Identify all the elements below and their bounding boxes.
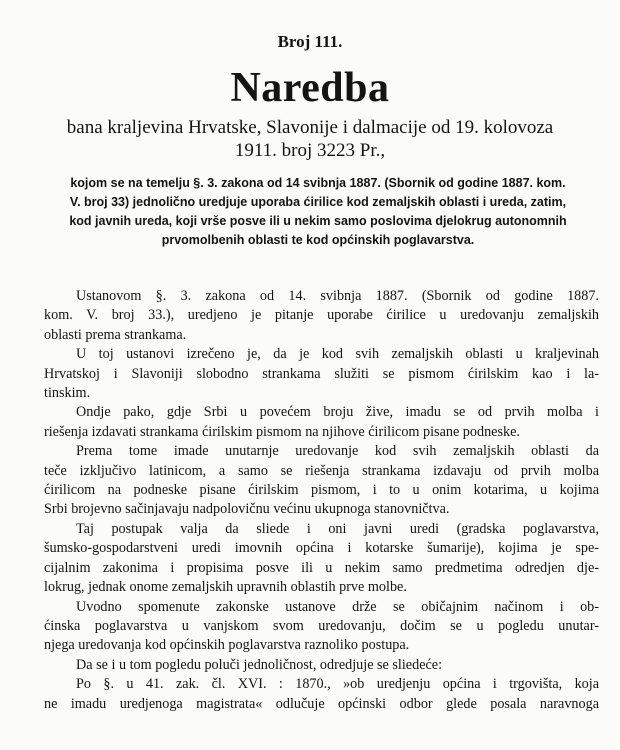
body-line: Po §. u 41. zak. čl. XVI. : 1870., »ob uredjenju općina i trgovišta, koja (76, 676, 599, 693)
body-line: cijalnim zakonima i propisima posve ili u nekim samo predmetima odredjen dje- (44, 559, 599, 576)
body-line: oblasti prema strankama. (44, 326, 187, 343)
subtitle-line: 1911. broj 3223 Pr., (234, 140, 386, 161)
document-number: Broj 111. (277, 32, 343, 51)
summary-line: V. broj 33) jednolično uredjuje uporaba ćirilice kod zemaljskih oblasti i ureda, zatim, (69, 195, 567, 209)
body-line: Da se i u tom pogledu poluči jednoličnost, odredjuje se sliedeće: (76, 656, 443, 673)
body-line: ćinska poglavarstva u vanjskom svom uredovanju, dočim se u pogledu unutar- (44, 617, 599, 634)
body-line: Ustanovom §. 3. zakona od 14. svibnja 1887. (Sbornik od godine 1887. (76, 288, 599, 304)
document-body (44, 287, 599, 714)
body-line: Taj postupak valja da sliede i oni javni uredi (gradska poglavarstva, (76, 520, 599, 537)
body-line: Prema tome imade unutarnje uredovanje kod svih zemaljskih oblasti da (76, 443, 599, 460)
body-line: šumsko-gospodarstveni uredi imovnih općina i kotarske šumarije), kojima je spe- (44, 540, 599, 557)
body-line: Srbi brojevno sačinjavaju nadpolovičnu većinu ukupnoga stanovničtva. (44, 501, 450, 518)
body-line: Hrvatskoj i Slavoniji slobodno strankama služiti se pismom ćirilskim kao i la- (44, 365, 599, 382)
subtitle-line: bana kraljevina Hrvatske, Slavonije i dalmacije od 19. kolovoza (66, 117, 554, 138)
body-line: riešenja izdavati strankama ćirilskim pismom na njihove ćirilicom pisane podneske. (44, 423, 520, 440)
body-line: kom. V. broj 33.), uredjeno je pitanje uporabe ćirilice u uredovanju zemaljskih (44, 307, 599, 324)
body-line: ćirilicom na podneske pisane ćirilskim pismom, i to u onim kotarima, u kojima (44, 482, 599, 499)
body-line: Uvodno spomenute zakonske ustanove drže se običajnim načinom i ob- (76, 598, 599, 615)
document-summary (44, 174, 592, 250)
summary-line: kod javnih ureda, koji vrše posve ili u nekim samo poslovima djelokrug autonomnih (69, 214, 567, 228)
body-line: lokrug, jednak onome zemaljskih upravnih oblastih prve molbe. (44, 579, 407, 596)
body-line: Ondje pako, gdje Srbi u povećem broju žive, imadu se od prvih molba i (76, 404, 599, 421)
summary-line: kojom se na temelju §. 3. zakona od 14 svibnja 1887. (Sbornik od godine 1887. kom. (70, 176, 566, 190)
body-line: njega uredovanja kod općinskih poglavarstva raznoliko postupa. (44, 637, 410, 654)
body-line: teče izključivo latinicom, a samo se riešenja strankama izdavaju od prvih molba (44, 462, 599, 479)
body-line: U toj ustanovi izrečeno je, da je kod svih zemaljskih oblasti u kraljevinah (76, 346, 599, 363)
document-title: Naredba (230, 65, 390, 111)
summary-line: prvomolbenih oblasti te kod općinskih poglavarstva. (161, 233, 475, 247)
document-subtitle (20, 116, 600, 162)
body-line: ne imadu uredjenoga magistrata« odlučuje općinski odbor glede posala naravnoga (44, 695, 599, 712)
body-line: tinskim. (44, 385, 91, 402)
